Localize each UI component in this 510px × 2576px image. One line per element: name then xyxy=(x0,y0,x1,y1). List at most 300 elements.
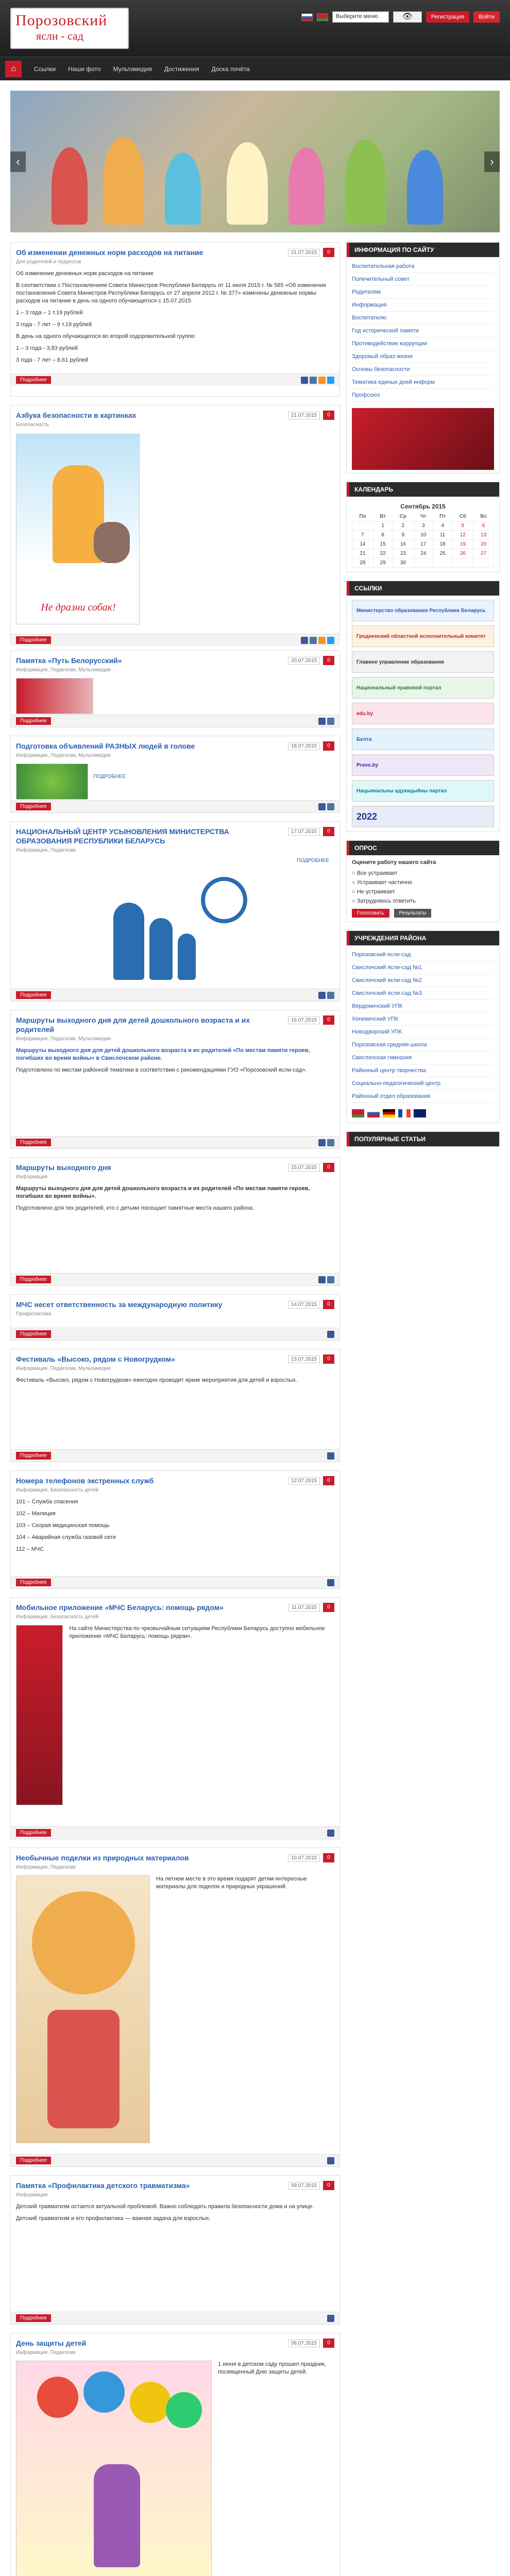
sidebar-item[interactable]: Попечительный совет xyxy=(352,273,494,286)
read-more-button[interactable]: Подробнее xyxy=(16,1452,51,1460)
nav-item-achievements[interactable]: Достижения xyxy=(164,65,199,73)
site-header xyxy=(0,0,510,57)
calendar-day[interactable]: 4 xyxy=(433,521,452,531)
ok-icon[interactable] xyxy=(318,377,326,384)
read-more-button[interactable]: Подробнее xyxy=(16,1276,51,1283)
comments-count-badge[interactable]: 0 xyxy=(323,741,334,751)
share-icons xyxy=(327,1829,334,1837)
facebook-icon[interactable] xyxy=(327,1579,334,1586)
comments-count-badge[interactable]: 0 xyxy=(323,1015,334,1025)
post-body xyxy=(11,1045,339,1083)
post-category[interactable]: Информация, Педагогам xyxy=(16,2350,76,2355)
facebook-icon[interactable] xyxy=(318,718,326,725)
post-title[interactable]: Памятка «Путь Белорусский» xyxy=(16,656,122,665)
post-image[interactable] xyxy=(16,1875,150,2143)
post-category[interactable]: Информация, Педагогам xyxy=(16,1865,76,1870)
poll-option-label: Не устраивает xyxy=(356,889,395,895)
district-widget xyxy=(346,930,500,1123)
post-image[interactable] xyxy=(16,434,140,624)
news-post xyxy=(10,242,340,397)
sidebar-item[interactable]: Воспитателю xyxy=(352,312,494,325)
post-paragraph: В соответствии с Постановлением Совета Министров Республики Беларусь от 11 июля 2015 г. № 585 «Об изменении постановления Совета Министров Республики Беларусь от 27 апреля 2012 г. № 377» изменены денежные нормы расходов на питание в день на одного обучающегося с 15.07.2015 xyxy=(16,282,327,304)
post-title[interactable]: Подготовка объявлений РАЗНЫХ людей в голове xyxy=(16,742,195,750)
flag-icon[interactable] xyxy=(352,1109,364,1117)
district-link[interactable]: Порозовская средняя школа xyxy=(352,1039,494,1052)
post-date: 08.07.2015 xyxy=(288,2340,320,2347)
weekday-header: Вс xyxy=(480,514,487,519)
sidebar-item[interactable]: Год исторической памяти xyxy=(352,325,494,337)
sun-emblem-icon xyxy=(201,877,247,923)
post-title[interactable]: Необычные поделки из природных материалов xyxy=(16,1854,189,1862)
sidebar-item[interactable]: Профсоюз xyxy=(352,389,494,402)
post-title[interactable]: МЧС несет ответственность за международную политику xyxy=(16,1300,223,1309)
post-date: 16.07.2015 xyxy=(288,1016,320,1024)
share-icons xyxy=(318,1139,334,1146)
craft-figure xyxy=(47,2010,120,2128)
comments-count-badge[interactable]: 0 xyxy=(323,411,334,420)
vk-icon[interactable] xyxy=(327,803,334,810)
family-figure xyxy=(149,918,173,980)
post-title[interactable]: Маршруты выходного дня xyxy=(16,1163,111,1172)
share-icons xyxy=(318,1276,334,1283)
widget-title: ССЫЛКИ xyxy=(347,581,499,596)
calendar-month: Сентябрь 2015 xyxy=(400,503,446,510)
district-link[interactable]: Хоневичский УПК xyxy=(352,1013,494,1026)
post-title[interactable]: Памятка «Профилактика детского травматизма» xyxy=(16,2181,190,2190)
post-title[interactable]: Фестиваль «Высоко, рядом с Новогрудком» xyxy=(16,1355,175,1363)
sidebar xyxy=(346,242,500,1155)
calendar-day[interactable]: 23 xyxy=(393,549,414,558)
facebook-icon[interactable] xyxy=(301,377,308,384)
flag-icon[interactable] xyxy=(367,1109,380,1117)
news-post xyxy=(10,650,340,727)
post-title[interactable]: НАЦИОНАЛЬНЫЙ ЦЕНТР УСЫНОВЛЕНИЯ МИНИСТЕРСТВА ОБРАЗОВАНИЯ РЕСПУБЛИКИ БЕЛАРУСЬ xyxy=(16,827,229,845)
register-button[interactable]: Регистрация xyxy=(426,11,469,23)
facebook-icon[interactable] xyxy=(327,1331,334,1338)
share-icons xyxy=(327,2157,334,2164)
news-post xyxy=(10,821,340,1002)
comments-count-badge[interactable]: 0 xyxy=(323,656,334,665)
post-body xyxy=(156,1875,321,2143)
radio-icon[interactable]: ○ xyxy=(352,898,355,904)
news-post xyxy=(10,736,340,813)
district-link[interactable]: Новодворский УПК xyxy=(352,1026,494,1039)
cartoon-dog-figure xyxy=(94,522,130,563)
results-button[interactable]: Результаты xyxy=(394,909,432,918)
calendar-day[interactable]: 10 xyxy=(414,531,433,540)
phone-number: 104 – Аварийная служба газовой сети xyxy=(16,1534,116,1540)
district-link[interactable]: Социально-педагогический центр xyxy=(352,1077,494,1090)
image-link[interactable]: ПОДРОБНЕЕ xyxy=(93,774,126,779)
post-title[interactable]: Мобильное приложение «МЧС Беларусь: помощь рядом» xyxy=(16,1603,224,1612)
post-date: 09.07.2015 xyxy=(288,2182,320,2190)
district-link[interactable]: Вердомичский УПК xyxy=(352,1000,494,1013)
calendar-day xyxy=(452,558,473,568)
news-post xyxy=(10,1294,340,1341)
calendar-day[interactable]: 27 xyxy=(473,549,494,558)
calendar-day[interactable]: 21 xyxy=(352,549,373,558)
eye-icon[interactable]: 👁 xyxy=(393,11,422,23)
slide-figure xyxy=(103,137,144,225)
comments-count-badge[interactable]: 0 xyxy=(323,248,334,257)
flag-icon[interactable] xyxy=(383,1109,395,1117)
post-paragraph: Фестиваль «Высоко, рядом с Новогрудком» ежегодно проводит яркие мероприятия для детей и взрослых. xyxy=(16,1377,297,1383)
post-body xyxy=(11,2201,339,2232)
lang-by-flag-icon[interactable] xyxy=(317,13,328,21)
calendar-day[interactable]: 11 xyxy=(433,531,452,540)
logo-line-2: ясли - сад xyxy=(36,29,83,42)
poll-option-label: Устраивает частично xyxy=(356,879,413,886)
sidebar-item[interactable]: Противодействие коррупции xyxy=(352,337,494,350)
calendar-day[interactable]: 25 xyxy=(433,549,452,558)
post-paragraph: Маршруты выходного дня для детей дошкольного возраста и их родителей «По местам памяти героев, погибших во время войны». xyxy=(16,1185,310,1199)
header-tools xyxy=(301,11,500,23)
twitter-icon[interactable] xyxy=(327,377,334,384)
calendar-day[interactable]: 22 xyxy=(373,549,392,558)
vk-icon[interactable] xyxy=(310,637,317,644)
widget-title: КАЛЕНДАРЬ xyxy=(347,482,499,497)
post-paragraph: Подготовлено для тех родителей, кто с детьми посещает памятные места нашего района. xyxy=(16,1205,254,1211)
balloon-icon xyxy=(130,2382,171,2423)
weekday-header: Чт xyxy=(420,514,427,519)
post-body xyxy=(69,1625,334,1805)
links-widget xyxy=(346,581,500,832)
slide-figure xyxy=(227,142,268,225)
twitter-icon[interactable] xyxy=(327,637,334,644)
main-nav xyxy=(0,57,510,80)
read-more-button[interactable]: Подробнее xyxy=(16,2314,51,2322)
sidebar-item[interactable]: Воспитательная работа xyxy=(352,260,494,273)
comments-count-badge[interactable]: 0 xyxy=(323,1300,334,1309)
post-date: 17.07.2015 xyxy=(288,828,320,836)
calendar-day[interactable]: 15 xyxy=(373,540,392,549)
post-category[interactable]: Информация, Педагогам, Мультимедия xyxy=(16,1036,111,1042)
post-paragraph: На летнем месте в это время подарят детям интересные материалы для поделок и природных украшений. xyxy=(156,1876,307,1890)
share-icons xyxy=(301,377,334,384)
post-category[interactable]: Информация xyxy=(16,2192,48,2198)
facebook-icon[interactable] xyxy=(327,1452,334,1460)
slide-figure xyxy=(52,147,88,225)
link-banner[interactable]: Национальный правовой портал xyxy=(352,677,494,699)
district-link[interactable]: Свислочский ясли-сад №1 xyxy=(352,961,494,974)
news-post xyxy=(10,1848,340,2167)
comments-count-badge[interactable]: 0 xyxy=(323,1354,334,1364)
news-post xyxy=(10,2333,340,2576)
poll-option[interactable] xyxy=(352,878,494,887)
comments-count-badge[interactable]: 0 xyxy=(323,1163,334,1172)
sidebar-item[interactable]: Основы безопасности xyxy=(352,363,494,376)
link-banner[interactable]: Министерство образования Республики Беларусь xyxy=(352,600,494,621)
district-link[interactable]: Районный отдел образования xyxy=(352,1090,494,1103)
phone-number: 101 – Служба спасения xyxy=(16,1499,78,1505)
post-paragraph: Об изменении денежных норм расходов на питание xyxy=(16,270,154,277)
read-more-button[interactable]: Подробнее xyxy=(16,991,51,999)
widget-title: УЧРЕЖДЕНИЯ РАЙОНА xyxy=(347,931,499,945)
facebook-icon[interactable] xyxy=(301,637,308,644)
balloon-icon xyxy=(83,2371,125,2413)
post-paragraph: Детский травматизм и его профилактика — важная задача для взрослых. xyxy=(16,2215,211,2222)
post-category[interactable]: Информация, Педагогам, Мультимедия xyxy=(16,1366,111,1371)
post-title[interactable]: Азбука безопасности в картинках xyxy=(16,411,137,419)
widget-title: ИНФОРМАЦИЯ ПО САЙТУ xyxy=(347,243,499,257)
calendar-day[interactable]: 8 xyxy=(373,531,392,540)
read-more-button[interactable]: Подробнее xyxy=(16,803,51,810)
sidebar-item[interactable]: Родителям xyxy=(352,286,494,299)
facebook-icon[interactable] xyxy=(318,1139,326,1146)
calendar-day[interactable]: 3 xyxy=(414,521,433,531)
post-body xyxy=(11,1496,339,1563)
flag-strip xyxy=(352,1109,494,1117)
logo-line-1: Порозовский xyxy=(15,12,108,29)
post-date: 21.07.2015 xyxy=(288,249,320,257)
post-paragraph: Подготовлено по местам районной тематики в соответствии с рекомендациями ГУО «Порозовский ясли-сад». xyxy=(16,1067,307,1073)
vk-icon[interactable] xyxy=(327,1139,334,1146)
facebook-icon[interactable] xyxy=(318,803,326,810)
weekday-header: Пт xyxy=(439,514,446,519)
nav-item-photos[interactable]: Наши фото xyxy=(68,65,101,73)
home-icon[interactable]: ⌂ xyxy=(5,61,22,77)
post-paragraph: 1 – 3 года - 3,83 рублей xyxy=(16,345,78,351)
link-banner[interactable]: edu.by xyxy=(352,703,494,724)
comments-count-badge[interactable]: 0 xyxy=(323,1476,334,1485)
nav-item-links[interactable]: Ссылки xyxy=(34,65,56,73)
comments-count-badge[interactable]: 0 xyxy=(323,1603,334,1612)
weekday-header: Вт xyxy=(380,514,386,519)
read-more-button[interactable]: Подробнее xyxy=(16,1330,51,1338)
read-more-button[interactable]: Подробнее xyxy=(16,636,51,644)
calendar-widget xyxy=(346,482,500,572)
child-figure xyxy=(94,2464,140,2567)
calendar-day[interactable]: 18 xyxy=(433,540,452,549)
read-more-button[interactable]: Подробнее xyxy=(16,1139,51,1146)
calendar-day[interactable]: 7 xyxy=(352,531,373,540)
post-paragraph: 3 года - 7 лет – 8,61 рублей xyxy=(16,357,89,363)
post-paragraph: В день на одного обучающегося во второй оздоровительной группе: xyxy=(16,333,196,340)
read-more-button[interactable]: Подробнее xyxy=(16,1579,51,1586)
calendar-day[interactable]: 28 xyxy=(352,558,373,568)
post-date: 15.07.2015 xyxy=(288,1164,320,1172)
facebook-icon[interactable] xyxy=(327,1829,334,1837)
link-banner[interactable]: Белта xyxy=(352,728,494,750)
family-figure xyxy=(178,934,196,980)
read-more-button[interactable]: Подробнее xyxy=(16,376,51,384)
site-logo[interactable] xyxy=(10,8,129,49)
post-category[interactable]: Информация xyxy=(16,1174,48,1180)
slide-figure xyxy=(407,150,443,225)
post-paragraph: Детский травматизм остается актуальной проблемой. Важно соблюдать правила безопасности дома и на улице. xyxy=(16,2204,314,2210)
post-paragraph: 1 – 3 года – 1 т.19 рублей xyxy=(16,310,83,316)
nav-item-multimedia[interactable]: Мультимедия xyxy=(113,65,152,73)
post-paragraph: 1 июня в детском саду прошел праздник, посвященный Дню защиты детей. xyxy=(218,2361,327,2375)
calendar-day[interactable]: 12 xyxy=(452,531,473,540)
weekday-header: Пн xyxy=(359,514,366,519)
login-button[interactable]: Войти xyxy=(473,11,500,23)
news-post xyxy=(10,1597,340,1839)
share-icons xyxy=(318,718,334,725)
calendar-day[interactable]: 5 xyxy=(452,521,473,531)
post-date: 18.07.2015 xyxy=(288,742,320,750)
calendar-day xyxy=(473,558,494,568)
widget-title: ПОПУЛЯРНЫЕ СТАТЬИ xyxy=(347,1132,499,1146)
comments-count-badge[interactable]: 0 xyxy=(323,1853,334,1862)
poll-option-label: Все устраивает xyxy=(356,870,398,876)
calendar-day[interactable]: 2 xyxy=(393,521,414,531)
poll-option[interactable] xyxy=(352,887,494,896)
post-paragraph: Маршруты выходного дня для детей дошкольного возраста и их родителей «По местам памяти героев, погибших во время войны» в Свислочском районе. xyxy=(16,1047,310,1061)
post-image[interactable] xyxy=(16,2361,212,2576)
calendar-day xyxy=(414,558,433,568)
sidebar-item[interactable]: Здоровый образ жизни xyxy=(352,350,494,363)
post-date: 10.07.2015 xyxy=(288,1854,320,1862)
read-more-button[interactable]: Подробнее xyxy=(16,717,51,725)
comments-count-badge[interactable]: 0 xyxy=(323,2338,334,2348)
calendar-day[interactable]: 29 xyxy=(373,558,392,568)
district-link[interactable]: Свислочский ясли-сад №3 xyxy=(352,987,494,1000)
post-date: 21.07.2015 xyxy=(288,412,320,419)
share-icons xyxy=(327,1579,334,1586)
post-date: 11.07.2015 xyxy=(288,1604,320,1612)
radio-icon[interactable]: ○ xyxy=(352,870,355,876)
flag-icon[interactable] xyxy=(414,1109,426,1117)
post-body xyxy=(11,1183,339,1222)
share-icons xyxy=(318,803,334,810)
comments-count-badge[interactable]: 0 xyxy=(323,827,334,836)
post-category[interactable]: Информация, Педагогам, Мультимедия xyxy=(16,667,111,673)
poll-option-label: Затрудняюсь ответить xyxy=(356,898,416,904)
post-title[interactable]: Об изменении денежных норм расходов на питание xyxy=(16,248,203,257)
calendar-day[interactable]: 20 xyxy=(473,540,494,549)
phone-number: 112 – МЧС xyxy=(16,1546,44,1552)
radio-icon[interactable]: ○ xyxy=(352,879,355,886)
poll-option[interactable] xyxy=(352,896,494,906)
post-category[interactable]: Информация, Педагогам, Мультимедия xyxy=(16,753,111,758)
news-post xyxy=(10,1157,340,1286)
comments-count-badge[interactable]: 0 xyxy=(323,2181,334,2190)
calendar-day xyxy=(433,558,452,568)
photo-slider[interactable] xyxy=(10,91,500,232)
phone-number: 103 – Скорая медицинская помощь xyxy=(16,1522,110,1529)
calendar-day[interactable]: 17 xyxy=(414,540,433,549)
read-more-button[interactable]: Подробнее xyxy=(16,1829,51,1837)
vk-icon[interactable] xyxy=(327,1276,334,1283)
link-banner[interactable]: Нацыянальны адукацыйны партал xyxy=(352,780,494,802)
calendar-day[interactable]: 19 xyxy=(452,540,473,549)
share-icons xyxy=(327,1452,334,1460)
link-banner[interactable]: Pravo.by xyxy=(352,754,494,776)
calendar-day[interactable] xyxy=(352,521,373,531)
radio-icon[interactable]: ○ xyxy=(352,889,355,895)
calendar-day[interactable]: 30 xyxy=(393,558,414,568)
sidebar-item[interactable]: Тематика единых дней информ xyxy=(352,376,494,389)
slider-next-icon[interactable]: › xyxy=(484,151,500,172)
calendar-day[interactable]: 14 xyxy=(352,540,373,549)
facebook-icon[interactable] xyxy=(318,992,326,999)
vote-button[interactable]: Голосовать xyxy=(352,909,389,918)
post-category[interactable]: Профилактика xyxy=(16,1311,52,1317)
poll-option[interactable] xyxy=(352,869,494,878)
post-image[interactable] xyxy=(98,872,252,990)
district-link[interactable]: Районный центр творчества xyxy=(352,1064,494,1077)
flag-icon[interactable] xyxy=(398,1109,411,1117)
facebook-icon[interactable] xyxy=(318,1276,326,1283)
link-banner[interactable]: Гродненский областной исполнительный комитет xyxy=(352,625,494,647)
read-more-button[interactable]: Подробнее xyxy=(16,2157,51,2164)
calendar-day[interactable]: 24 xyxy=(414,549,433,558)
poll-widget xyxy=(346,840,500,922)
news-post xyxy=(10,1349,340,1462)
district-link[interactable]: Свислочская гимназия xyxy=(352,1052,494,1064)
post-paragraph: 3 года - 7 лет – 9 т.19 рублей xyxy=(16,321,92,328)
district-link[interactable]: Свислочский ясли-сад №2 xyxy=(352,974,494,987)
phone-number: 102 – Милиция xyxy=(16,1511,56,1517)
sidebar-banner-image[interactable] xyxy=(352,408,494,470)
post-category[interactable]: Информация, Безопасность детей xyxy=(16,1614,99,1620)
sidebar-item[interactable]: Информация xyxy=(352,299,494,312)
slider-prev-icon[interactable]: ‹ xyxy=(10,151,26,172)
post-image[interactable] xyxy=(16,678,93,714)
calendar-day[interactable]: 13 xyxy=(473,531,494,540)
news-post xyxy=(10,2175,340,2325)
post-image[interactable] xyxy=(16,764,88,800)
image-caption: Не дразни собак! xyxy=(41,602,116,613)
calendar-table xyxy=(352,512,494,568)
post-date: 14.07.2015 xyxy=(288,1301,320,1309)
image-link[interactable]: ПОДРОБНЕЕ xyxy=(297,858,329,863)
post-title[interactable]: Номера телефонов экстренных служб xyxy=(16,1477,154,1485)
calendar-day[interactable]: 16 xyxy=(393,540,414,549)
facebook-icon[interactable] xyxy=(327,2157,334,2164)
post-date: 13.07.2015 xyxy=(288,1355,320,1363)
share-icons xyxy=(301,637,334,644)
district-link[interactable]: Порозовский ясли-сад xyxy=(352,948,494,961)
calendar-day[interactable]: 1 xyxy=(373,521,392,531)
post-category[interactable]: Информация, Безопасность детей xyxy=(16,1487,99,1493)
post-category[interactable]: Безопасность xyxy=(16,422,49,428)
post-title[interactable]: Маршруты выходного дня для детей дошкольного возраста и их родителей xyxy=(16,1016,250,1033)
ok-icon[interactable] xyxy=(318,637,326,644)
calendar-day[interactable]: 9 xyxy=(393,531,414,540)
share-icons xyxy=(327,1331,334,1338)
slide-figure xyxy=(288,147,325,225)
post-category[interactable]: Информация, Педагогам xyxy=(16,848,76,853)
post-image[interactable] xyxy=(16,1625,63,1805)
lang-ru-flag-icon[interactable] xyxy=(301,13,313,21)
popular-widget xyxy=(346,1131,500,1147)
main-column xyxy=(10,242,340,2576)
balloon-icon xyxy=(166,2392,202,2428)
news-post xyxy=(10,1010,340,1149)
post-body xyxy=(218,2361,331,2576)
post-body xyxy=(11,1375,339,1394)
site-info-widget xyxy=(346,242,500,473)
balloon-icon xyxy=(37,2377,78,2418)
link-banner[interactable]: 2022 xyxy=(352,806,494,827)
post-title[interactable]: День защиты детей xyxy=(16,2339,87,2347)
link-banner[interactable]: Главное управление образования xyxy=(352,651,494,673)
share-icons xyxy=(327,2315,334,2322)
nav-item-honor-board[interactable]: Доска почёта xyxy=(211,65,250,73)
calendar-day[interactable]: 6 xyxy=(473,521,494,531)
vk-icon[interactable] xyxy=(327,992,334,999)
vk-icon[interactable] xyxy=(327,718,334,725)
post-category[interactable]: Для родителей и педагогов xyxy=(16,259,81,265)
facebook-icon[interactable] xyxy=(327,2315,334,2322)
vk-icon[interactable] xyxy=(310,377,317,384)
calendar-day[interactable]: 26 xyxy=(452,549,473,558)
menu-select[interactable]: Выберите меню xyxy=(332,11,389,23)
news-post xyxy=(10,1470,340,1589)
slide-figure xyxy=(345,140,386,225)
